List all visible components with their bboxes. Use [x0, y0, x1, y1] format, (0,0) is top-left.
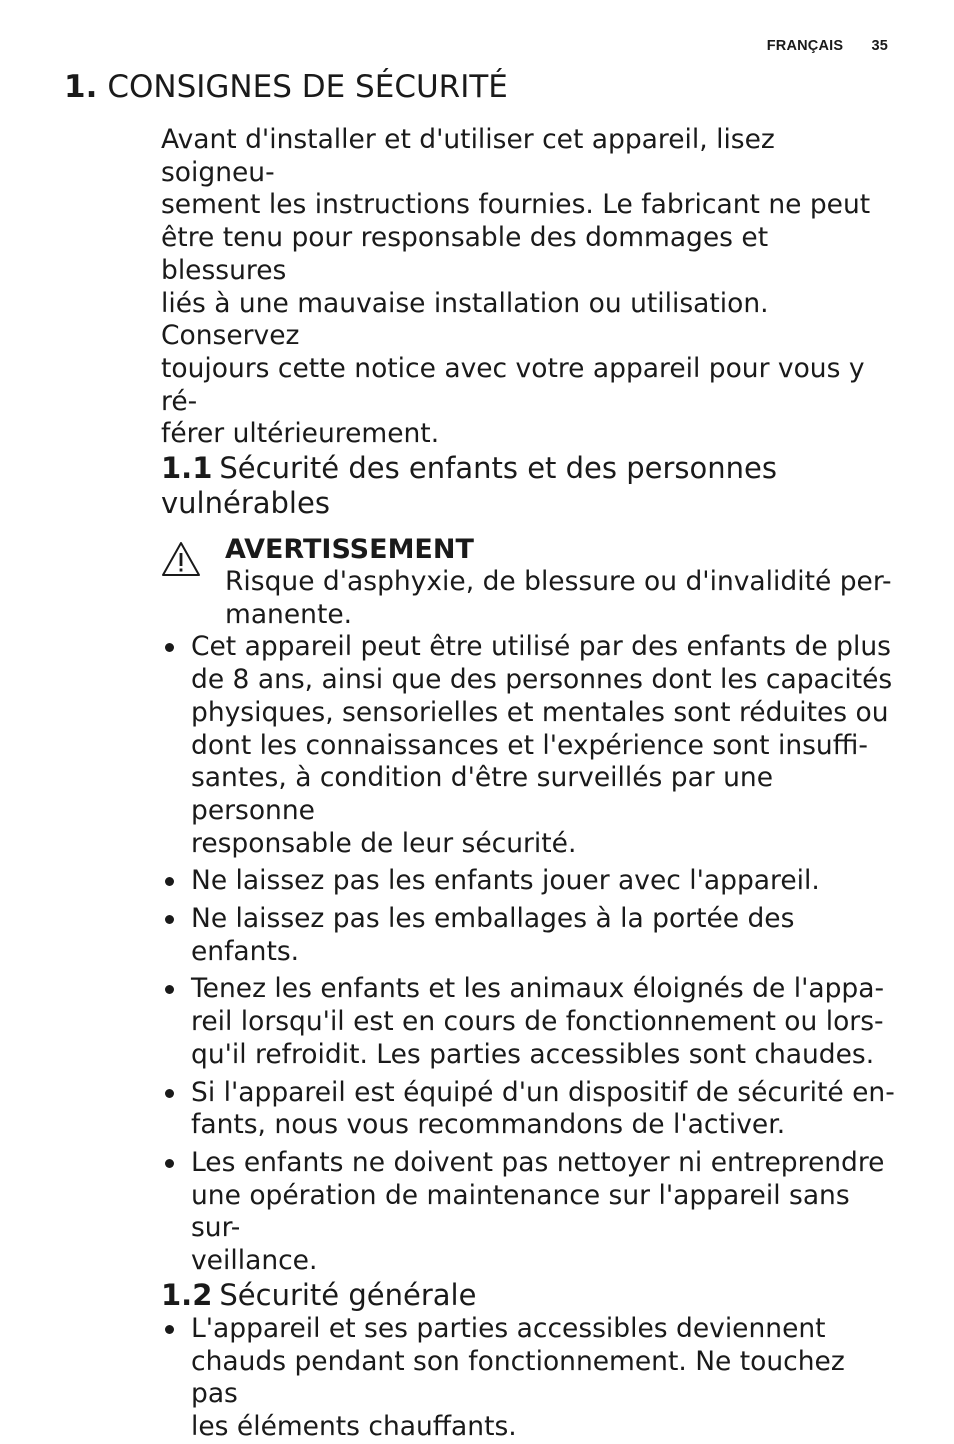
list-item	[161, 1147, 896, 1278]
bullet-icon	[165, 1159, 174, 1168]
warning-text-line: manente.	[225, 598, 353, 630]
warning-text-line: Risque d'asphyxie, de blessure ou d'invalidité per-	[225, 566, 892, 598]
list-item-line: dont les connaissances et l'expérience sont insuffi-	[191, 729, 868, 761]
intro-line: sement les instructions fournies. Le fabricant ne peut	[161, 189, 871, 221]
list-item-line: physiques, sensorielles et mentales sont réduites ou	[191, 696, 889, 728]
list-item	[161, 1077, 896, 1142]
intro-line: liés à une mauvaise installation ou utilisation. Conservez	[161, 287, 769, 352]
list-item-line: Ne laissez pas les emballages à la portée des enfants.	[191, 903, 795, 967]
subsection-1-heading	[161, 451, 896, 521]
list-item-line: Si l'appareil est équipé d'un dispositif de sécurité en-	[191, 1076, 895, 1108]
list-item-line: une opération de maintenance sur l'appareil sans sur-	[191, 1179, 850, 1244]
intro-paragraph	[161, 124, 896, 451]
bullet-icon	[165, 1089, 174, 1098]
subsection-title-line: Sécurité des enfants et des personnes	[219, 451, 777, 486]
list-item-line: les éléments chauffants.	[191, 1410, 517, 1442]
list-item-line: veillance.	[191, 1245, 318, 1277]
list-item-line: santes, à condition d'être surveillés par une personne	[191, 762, 774, 826]
list-item	[161, 903, 896, 968]
list-item	[161, 973, 896, 1071]
list-item-line: qu'il refroidit. Les parties accessibles sont chaudes.	[191, 1038, 875, 1070]
subsection-number: 1.2	[161, 1277, 213, 1312]
list-item-line: reil lorsqu'il est en cours de fonctionnement ou lors-	[191, 1006, 884, 1038]
list-item-line: fants, nous vous recommandons de l'activer.	[191, 1109, 786, 1141]
page-header	[767, 38, 888, 54]
intro-line: Avant d'installer et d'utiliser cet appareil, lisez soigneu-	[161, 124, 775, 188]
list-item-line: chauds pendant son fonctionnement. Ne touchez pas	[191, 1345, 845, 1410]
bullet-icon	[165, 1325, 174, 1334]
language-label: FRANÇAIS	[766, 38, 844, 54]
list-item-line: Les enfants ne doivent pas nettoyer ni entreprendre	[191, 1146, 885, 1178]
bullet-list	[161, 1313, 896, 1444]
content-column	[161, 124, 896, 1444]
subsection-2-heading	[161, 1278, 896, 1313]
section-title	[64, 64, 508, 110]
warning-triangle-icon	[161, 541, 201, 577]
intro-line: être tenu pour responsable des dommages et blessures	[161, 222, 769, 286]
list-item	[161, 631, 896, 860]
section-number: 1.	[64, 69, 98, 105]
intro-line: férer ultérieurement.	[161, 418, 440, 450]
bullet-list	[161, 631, 896, 1277]
page-number: 35	[871, 38, 888, 54]
warning-box	[161, 533, 896, 631]
subsection-title-line: Sécurité générale	[219, 1277, 477, 1312]
list-item-line: Tenez les enfants et les animaux éloignés de l'appa-	[191, 973, 885, 1005]
list-item	[161, 865, 896, 898]
bullet-icon	[165, 877, 174, 886]
list-item-line: L'appareil et ses parties accessibles deviennent	[191, 1312, 826, 1344]
list-item-line: Cet appareil peut être utilisé par des enfants de plus	[191, 631, 891, 663]
warning-text	[225, 566, 896, 631]
bullet-icon	[165, 985, 174, 994]
list-item-line: de 8 ans, ainsi que des personnes dont les capacités	[191, 664, 893, 696]
list-item-line: responsable de leur sécurité.	[191, 827, 577, 859]
bullet-icon	[165, 643, 174, 652]
subsection-title-line: vulnérables	[161, 486, 330, 521]
list-item-line: Ne laissez pas les enfants jouer avec l'appareil.	[191, 865, 820, 897]
section-title-text: CONSIGNES DE SÉCURITÉ	[107, 69, 508, 105]
bullet-icon	[165, 915, 174, 924]
subsection-number: 1.1	[161, 451, 213, 486]
list-item	[161, 1313, 896, 1444]
warning-title: AVERTISSEMENT	[225, 534, 474, 566]
intro-line: toujours cette notice avec votre appareil pour vous y ré-	[161, 352, 865, 417]
